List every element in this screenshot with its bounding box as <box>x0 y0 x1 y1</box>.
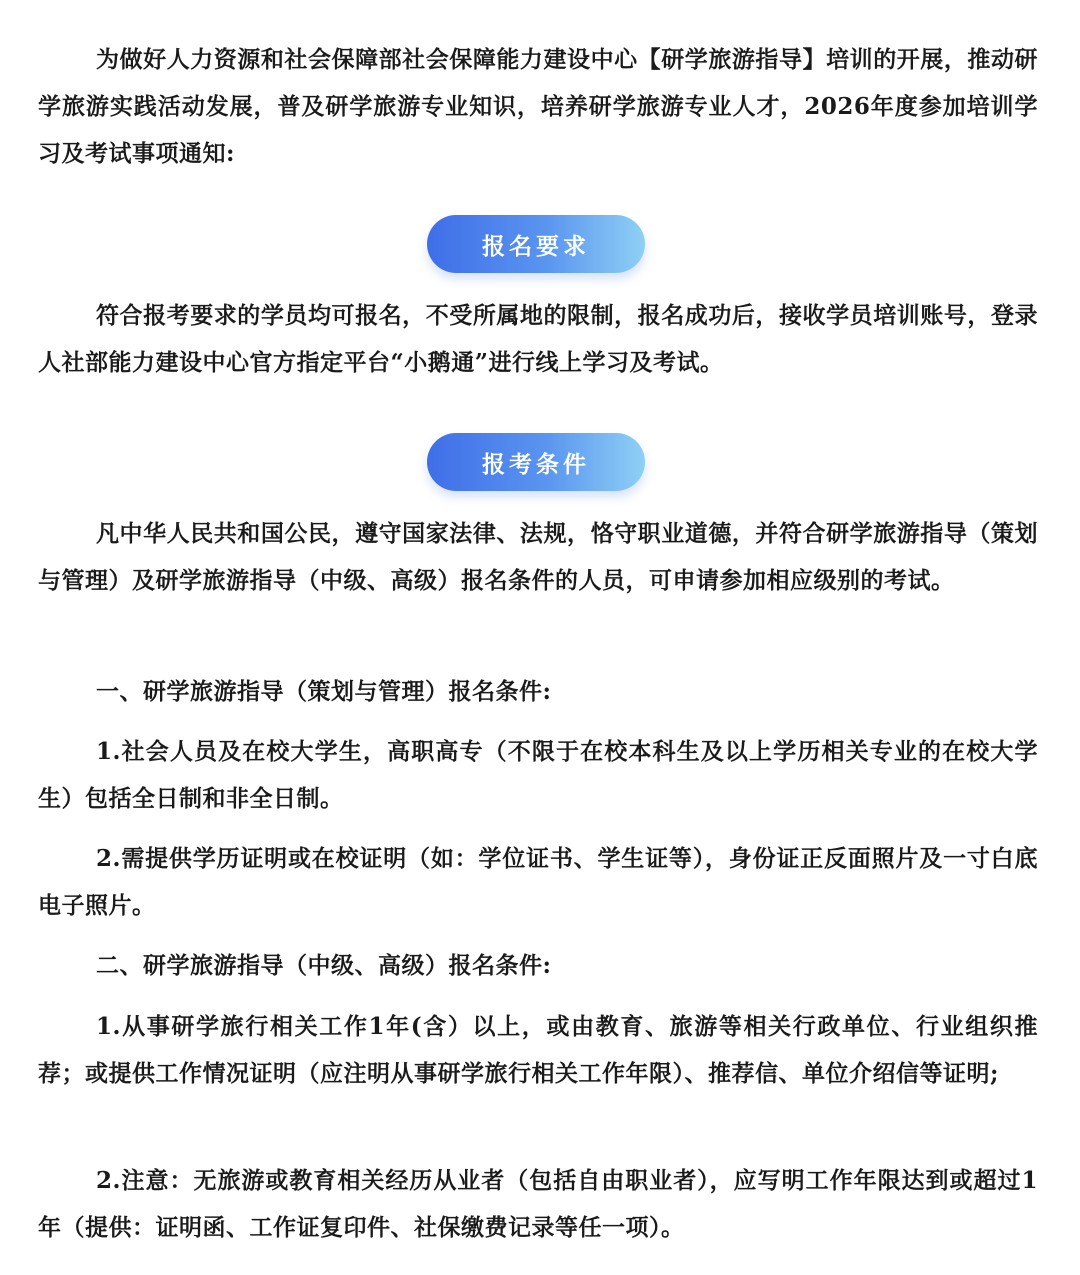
planning-management-item-2: 2.需提供学历证明或在校证明（如：学位证书、学生证等），身份证正反面照片及一寸白底电子照片。 <box>38 845 1038 919</box>
exam-conditions-paragraph: 凡中华人民共和国公民，遵守国家法律、法规，恪守职业道德，并符合研学旅游指导（策划与管理）及研学旅游指导（中级、高级）报名条件的人员，可申请参加相应级别的考试。 <box>38 520 1038 594</box>
intermediate-advanced-item-1: 1.从事研学旅行相关工作1年(含）以上，或由教育、旅游等相关行政单位、行业组织推荐；或提供工作情况证明（应注明从事研学旅行相关工作年限）、推荐信、单位介绍信等证明; <box>38 1013 1038 1087</box>
section-title-label: 报考条件 <box>482 450 590 478</box>
subsection-heading-intermediate-advanced: 二、研学旅游指导（中级、高级）报名条件: <box>96 952 552 979</box>
section-title-exam-conditions <box>427 433 645 491</box>
intermediate-advanced-item-2: 2.注意：无旅游或教育相关经历从业者（包括自由职业者），应写明工作年限达到或超过1年（提供：证明函、工作证复印件、社保缴费记录等任一项）。 <box>38 1167 1038 1241</box>
registration-requirements-paragraph: 符合报考要求的学员均可报名，不受所属地的限制，报名成功后，接收学员培训账号，登录人社部能力建设中心官方指定平台“小鹅通”进行线上学习及考试。 <box>38 302 1038 376</box>
section-title-label: 报名要求 <box>482 232 590 260</box>
planning-management-item-1: 1.社会人员及在校大学生，高职高专（不限于在校本科生及以上学历相关专业的在校大学生）包括全日制和非全日制。 <box>38 738 1038 812</box>
subsection-heading-planning-management: 一、研学旅游指导（策划与管理）报名条件: <box>96 678 552 705</box>
intro-paragraph: 为做好人力资源和社会保障部社会保障能力建设中心【研学旅游指导】培训的开展，推动研学旅游实践活动发展，普及研学旅游专业知识，培养研学旅游专业人才，2026年度参加培训学习及考试事项通知: <box>38 46 1038 167</box>
section-title-registration-requirements <box>427 215 645 273</box>
